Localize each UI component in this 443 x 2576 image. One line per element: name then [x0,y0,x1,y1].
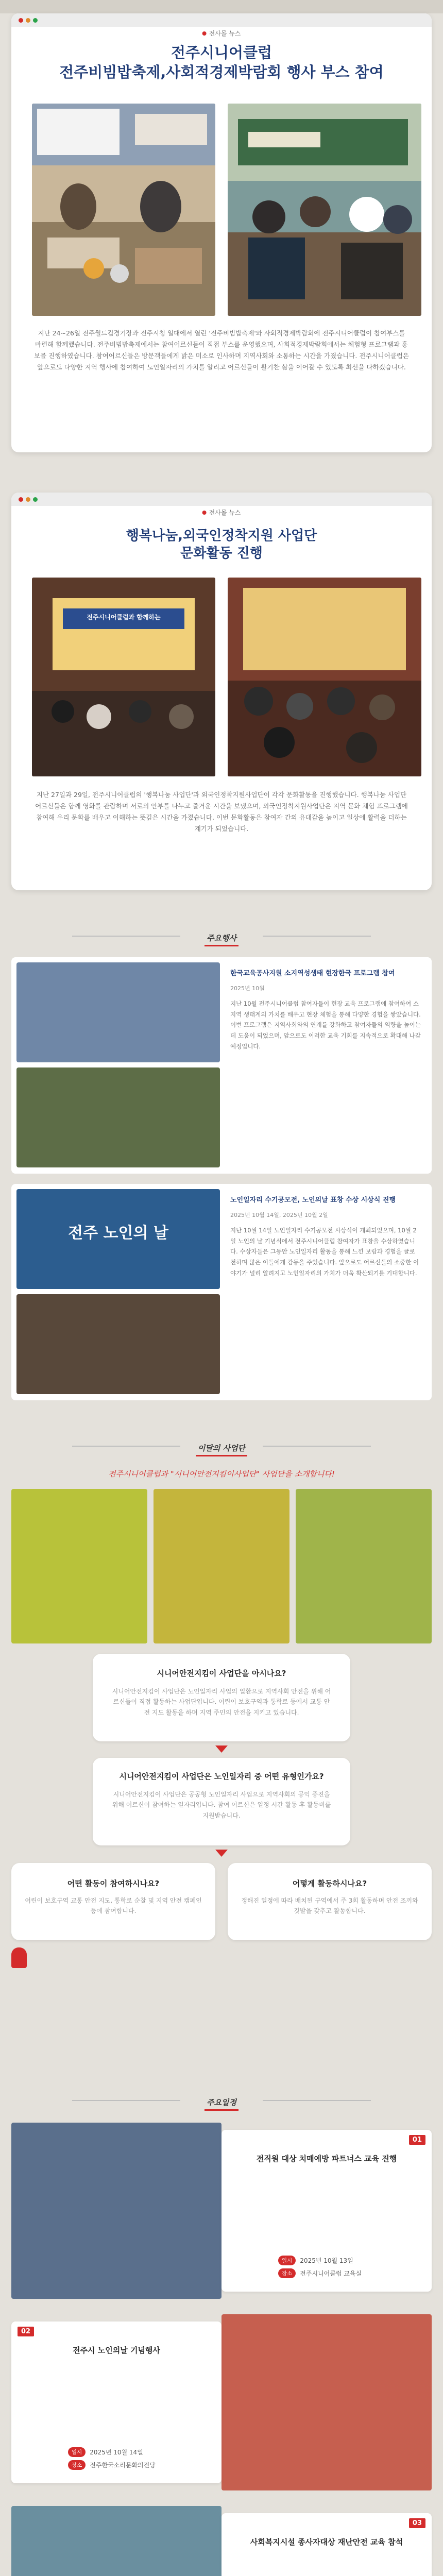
chevron-down-icon [215,1850,228,1857]
siren-icon [11,1947,27,1968]
window-dot [33,18,38,23]
schedule-details [68,2447,156,2473]
presentation-photo [32,578,215,776]
screen-text: 전주시니어클럽과 함께하는 [87,614,161,621]
window-bar [11,13,432,27]
news-card-2 [11,493,432,890]
news-title: 전주시니어클럽 전주비빔밥축제,사회적경제박람회 행사 부스 참여 [59,44,384,81]
unit-photo [296,1489,432,1643]
top-strip [0,0,443,13]
schedule-photo [222,2314,432,2490]
event-body: 지난 10월 14일 노인일자리 수기공모전 시상식이 개최되었으며, 10월 2일 노인의 날 기념식에서 전주시니어클럽 참여자가 표창을 수상하였습니다. 수상자들은 그동안 노인일자리 활동을 통해 느낀 보람과 경험을 글로 전하며 많은 이들에게 감동을 주었습니다. 앞으로도 어르신들의 소중한 이야기가 널리 알려지고 노인일자리의 가치가 더욱 확산되기를 기대합니다. [230,1227,419,1277]
schedule-item [222,2130,432,2292]
event-photo [16,1067,220,1167]
schedule-date: 2025년 10월 13일 [300,2257,353,2264]
section-header: 주요행사 [0,933,443,946]
news-badge: 전사몰 뉴스 [202,508,241,517]
schedule-item [222,2513,432,2576]
audience-photo [228,578,421,776]
section-header: 주요일정 [0,2097,443,2111]
news-body: 지난 24~26일 전주월드컵경기장과 전주시청 일대에서 열린 '전주비빔밥축제'와 사회적경제박람회에 전주시니어클럽이 참여부스를 마련해 함께했습니다. 전주비빔밥축제에서는 참여어르신들이 직접 부스를 운영했으며, 사회적경제박람회에서는 체험형 프로그램과 홍보를 진행하였습니다. 참여어르신들은 방문객들에게 밝은 미소로 인사하며 지역사회와 소통하는 시간을 가졌습니다. 전주시니어클럽은 앞으로도 다양한 지역 행사에 참여하여 노인일자리의 가치를 알리고 어르신들이 활기찬 삶을 이어갈 수 있도록 최선을 다하겠습니다. [34,329,409,371]
event-title: 한국교육공사지원 소지역성생태 현장한국 프로그램 참여 [230,970,395,977]
section-unit [0,1437,443,2081]
event-body: 지난 10월 전주시니어클럽 참여자들이 현장 교육 프로그램에 참여하여 소지역 생태계의 가치를 배우고 현장 체험을 통해 다양한 경험을 쌓았습니다. 이번 프로그램은 지역사회와의 연계를 강화하고 참여자들의 역량을 높이는 데 도움이 되었으며, 앞으로도 이러한 교육 기회를 지속적으로 확대해 나갈 예정입니다. [230,1000,421,1050]
qa-box-2: 시니어안전지킴이 사업단은 노인일자리 중 어떤 유형인가요? 시니어안전지킴이 사업단은 공공형 노인일자리 사업으로 지역사회의 공익 증진을 위해 어르신이 참여하는 일자리입니다. 참여 어르신은 일정 시간 활동 후 활동비를 지원받습니다. [93,1758,350,1845]
schedule-details [278,2256,362,2281]
qa-box-3: 어떤 활동이 참여하시나요? 어린이 보호구역 교통 안전 지도, 통학로 순찰 및 지역 안전 캠페인 등에 참여합니다. [11,1863,215,1940]
schedule-number: 01 [409,2135,425,2145]
date-pill: 일시 [68,2447,86,2457]
schedule-title: 사회복지시설 종사자대상 재난안전 교육 참석 [250,2537,403,2547]
event-title: 노인일자리 수기공모전, 노인의날 표창 수상 시상식 진행 [230,1196,396,1204]
place-pill: 장소 [278,2268,296,2278]
schedule-place: 전주시니어클럽 교육실 [300,2270,362,2277]
schedule-number: 02 [18,2327,34,2336]
award-photo [16,1189,220,1289]
event-photo [32,104,215,316]
schedule-photo [11,2123,222,2299]
news-card-1 [11,13,432,452]
date-pill: 일시 [278,2256,296,2265]
schedule-number: 03 [409,2518,425,2528]
news-badge: 전사몰 뉴스 [202,29,241,38]
section-schedule-1 [0,2092,443,2576]
window-dot [19,497,23,502]
window-dot [26,497,30,502]
schedule-title: 전주시 노인의날 기념행사 [73,2346,160,2355]
schedule-date: 2025년 10월 14일 [90,2449,143,2456]
schedule-item [11,2321,222,2483]
news-title: 행복나눔,외국인정착지원 사업단 문화활동 진행 [126,528,317,561]
window-dot [26,18,30,23]
qa-box-1: 시니어안전지킴이 사업단을 아시나요? 시니어안전지킴이 사업단은 노인일자리 사업의 일환으로 지역사회 안전을 위해 어르신들이 직접 활동하는 사업단입니다. 어린이 보호구역과 통학로 등에서 교통 안전 지도 활동을 하며 지역 주민의 안전을 지키고 있습니다. [93,1654,350,1741]
chevron-down-icon [215,1745,228,1753]
unit-subtitle: 전주시니어클럽과 "시니어안전지킴이사업단" 사업단을 소개합니다! [108,1469,335,1479]
schedule-title: 전직원 대상 치매예방 파트너스 교육 진행 [256,2154,397,2163]
event-item-2 [11,1184,432,1400]
place-pill: 장소 [68,2460,86,2470]
event-photo [16,962,220,1062]
schedule-place: 전주한국소리문화의전당 [90,2462,156,2469]
event-item-1 [11,957,432,1174]
qa-box-4: 어떻게 활동하시나요? 정해진 일정에 따라 배치된 구역에서 주 3회 활동하며 안전 조끼와 깃발을 갖추고 활동합니다. [228,1863,432,1940]
unit-photo [11,1489,147,1643]
section-header: 이달의 사업단 [0,1443,443,1456]
event-date: 2025년 10월 14일, 2025년 10월 2일 [230,1212,328,1218]
window-dot [33,497,38,502]
event-date: 2025년 10월 [230,985,265,992]
schedule-photo [11,2506,222,2576]
banner-text: 전주 노인의 날 [68,1224,168,1242]
window-bar [11,493,432,506]
award-photo [16,1294,220,1394]
booth-photo [228,104,421,316]
news-body: 지난 27일과 29일, 전주시니어클럽의 '행복나눔 사업단'과 외국인정착지원사업단이 각각 문화활동을 진행했습니다. 행복나눔 사업단 어르신들은 함께 영화를 관람하며 서로의 안부를 나누고 즐거운 시간을 보냈으며, 외국인정착지원사업단은 지역 문화 체험 프로그램에 참여해 우리 문화를 배우고 이해하는 뜻깊은 시간을 가졌습니다. 이번 문화활동은 참여자 간의 유대감을 높이고 일상에 활력을 더하는 계기가 되었습니다. [35,791,408,833]
unit-photo [154,1489,289,1643]
window-dot [19,18,23,23]
